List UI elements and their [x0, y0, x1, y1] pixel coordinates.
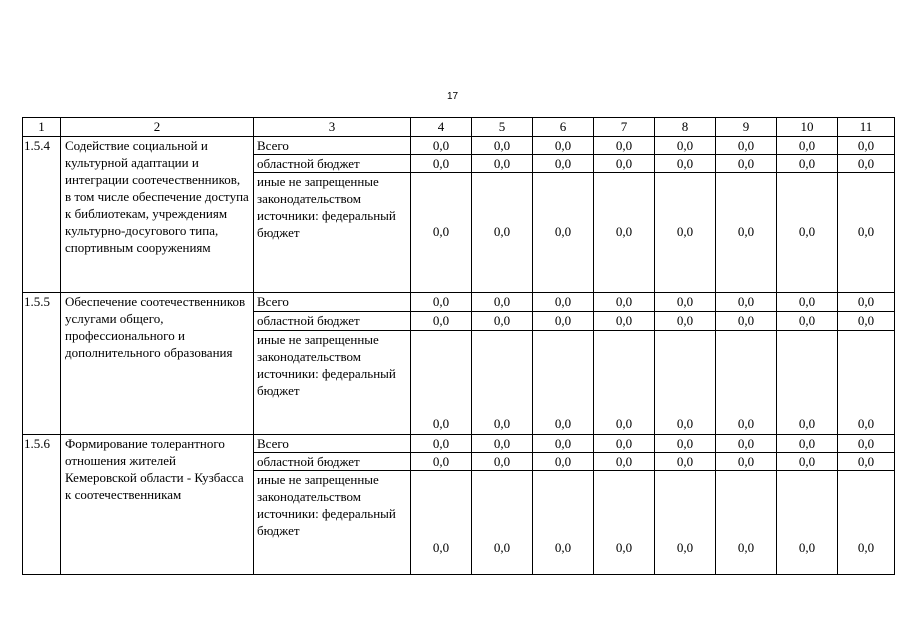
value-cell: 0,0: [716, 155, 777, 173]
value-cell: 0,0: [838, 453, 895, 471]
value-cell: 0,0: [411, 331, 472, 435]
item-name: Содействие социальной и культурной адаптации и интеграции соотечественников, в том числе обеспечение доступа к библиотекам, учреждениям культурно-досугового типа, спортивным сооружениям: [61, 137, 254, 293]
value-cell: 0,0: [777, 453, 838, 471]
value-cell: 0,0: [594, 471, 655, 575]
value-cell: 0,0: [411, 471, 472, 575]
value-cell: 0,0: [533, 435, 594, 453]
value-cell: 0,0: [411, 435, 472, 453]
value-cell: 0,0: [838, 155, 895, 173]
value-cell: 0,0: [472, 435, 533, 453]
page-number: 17: [446, 91, 459, 102]
source-label: областной бюджет: [254, 155, 411, 173]
value-cell: 0,0: [533, 173, 594, 293]
column-number-row: [23, 118, 895, 137]
value-cell: 0,0: [716, 137, 777, 155]
value-cell: 0,0: [655, 435, 716, 453]
value-cell: 0,0: [472, 331, 533, 435]
value-cell: 0,0: [838, 173, 895, 293]
column-header: 3: [254, 118, 411, 137]
value-cell: 0,0: [594, 137, 655, 155]
table-row: [23, 435, 895, 453]
value-cell: 0,0: [411, 312, 472, 331]
source-label: иные не запрещенные законодательством источники: федеральный бюджет: [254, 331, 411, 435]
value-cell: 0,0: [838, 471, 895, 575]
source-label: Всего: [254, 137, 411, 155]
value-cell: 0,0: [777, 312, 838, 331]
column-header: 10: [777, 118, 838, 137]
value-cell: 0,0: [472, 312, 533, 331]
value-cell: 0,0: [655, 312, 716, 331]
value-cell: 0,0: [777, 331, 838, 435]
value-cell: 0,0: [472, 155, 533, 173]
value-cell: 0,0: [716, 435, 777, 453]
value-cell: 0,0: [533, 453, 594, 471]
value-cell: 0,0: [716, 453, 777, 471]
value-cell: 0,0: [411, 293, 472, 312]
value-cell: 0,0: [655, 137, 716, 155]
column-header: 8: [655, 118, 716, 137]
source-label: Всего: [254, 435, 411, 453]
value-cell: 0,0: [655, 331, 716, 435]
item-code: 1.5.6: [23, 435, 61, 575]
value-cell: 0,0: [472, 453, 533, 471]
value-cell: 0,0: [533, 331, 594, 435]
column-header: 6: [533, 118, 594, 137]
budget-table: [22, 117, 895, 575]
column-header: 9: [716, 118, 777, 137]
value-cell: 0,0: [716, 173, 777, 293]
value-cell: 0,0: [594, 435, 655, 453]
value-cell: 0,0: [411, 173, 472, 293]
value-cell: 0,0: [472, 137, 533, 155]
source-label: иные не запрещенные законодательством источники: федеральный бюджет: [254, 471, 411, 575]
value-cell: 0,0: [777, 293, 838, 312]
value-cell: 0,0: [533, 293, 594, 312]
item-name: Обеспечение соотечественников услугами общего, профессионального и дополнительного образования: [61, 293, 254, 435]
value-cell: 0,0: [838, 435, 895, 453]
value-cell: 0,0: [777, 471, 838, 575]
item-code: 1.5.4: [23, 137, 61, 293]
column-header: 11: [838, 118, 895, 137]
value-cell: 0,0: [716, 293, 777, 312]
value-cell: 0,0: [838, 312, 895, 331]
item-code: 1.5.5: [23, 293, 61, 435]
value-cell: 0,0: [777, 137, 838, 155]
source-label: Всего: [254, 293, 411, 312]
value-cell: 0,0: [655, 293, 716, 312]
column-header: 2: [61, 118, 254, 137]
value-cell: 0,0: [594, 293, 655, 312]
value-cell: 0,0: [472, 173, 533, 293]
column-header: 1: [23, 118, 61, 137]
item-name: Формирование толерантного отношения жителей Кемеровской области - Кузбасса к соотечественникам: [61, 435, 254, 575]
value-cell: 0,0: [594, 331, 655, 435]
source-label: областной бюджет: [254, 312, 411, 331]
column-header: 7: [594, 118, 655, 137]
value-cell: 0,0: [655, 471, 716, 575]
value-cell: 0,0: [411, 155, 472, 173]
value-cell: 0,0: [411, 453, 472, 471]
value-cell: 0,0: [716, 471, 777, 575]
value-cell: 0,0: [655, 173, 716, 293]
value-cell: 0,0: [655, 453, 716, 471]
value-cell: 0,0: [472, 471, 533, 575]
value-cell: 0,0: [533, 471, 594, 575]
value-cell: 0,0: [838, 293, 895, 312]
value-cell: 0,0: [838, 137, 895, 155]
source-label: областной бюджет: [254, 453, 411, 471]
value-cell: 0,0: [655, 155, 716, 173]
value-cell: 0,0: [594, 453, 655, 471]
value-cell: 0,0: [777, 435, 838, 453]
value-cell: 0,0: [838, 331, 895, 435]
value-cell: 0,0: [716, 331, 777, 435]
value-cell: 0,0: [777, 155, 838, 173]
source-label: иные не запрещенные законодательством источники: федеральный бюджет: [254, 173, 411, 293]
table-row: [23, 293, 895, 312]
column-header: 4: [411, 118, 472, 137]
column-header: 5: [472, 118, 533, 137]
value-cell: 0,0: [533, 137, 594, 155]
value-cell: 0,0: [533, 155, 594, 173]
table-row: [23, 137, 895, 155]
value-cell: 0,0: [777, 173, 838, 293]
value-cell: 0,0: [472, 293, 533, 312]
value-cell: 0,0: [594, 173, 655, 293]
value-cell: 0,0: [716, 312, 777, 331]
value-cell: 0,0: [533, 312, 594, 331]
value-cell: 0,0: [411, 137, 472, 155]
value-cell: 0,0: [594, 155, 655, 173]
value-cell: 0,0: [594, 312, 655, 331]
